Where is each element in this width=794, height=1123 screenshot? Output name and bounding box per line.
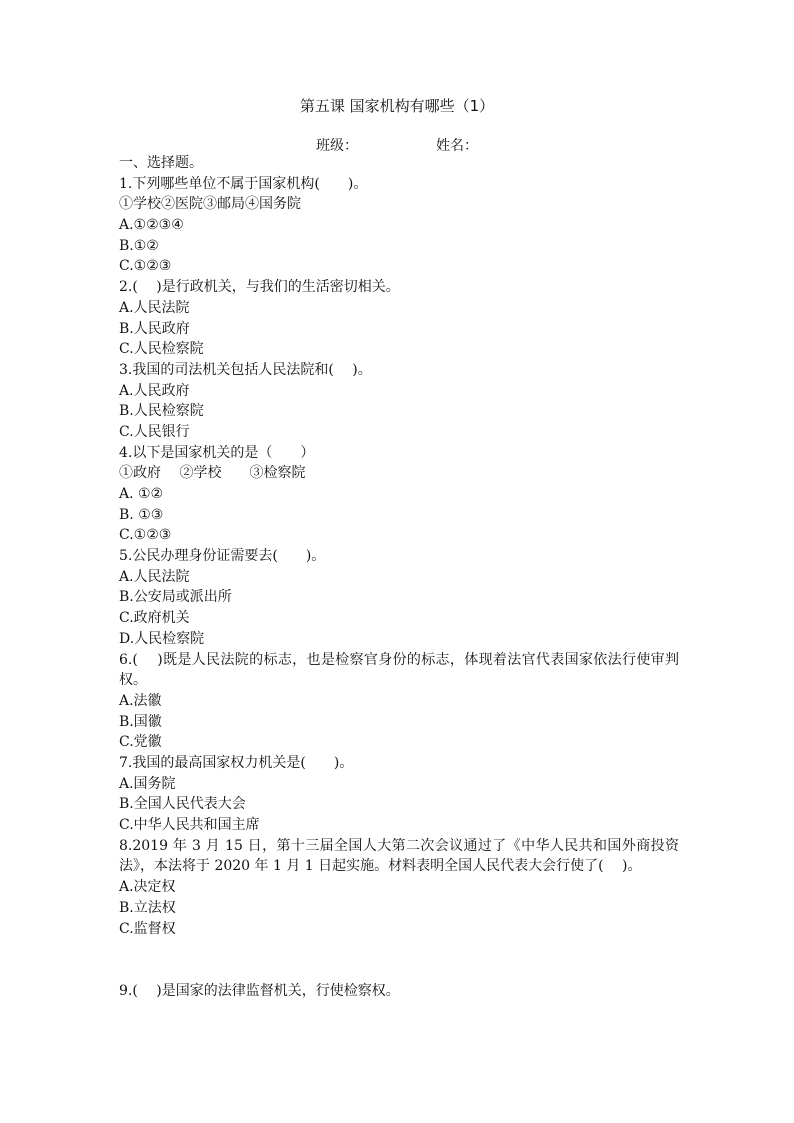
student-info <box>316 135 478 155</box>
question-2-option-a: A.人民法院 <box>119 299 190 316</box>
question-7-stem: 7.我国的最高国家权力机关是( )。 <box>119 754 354 771</box>
question-3-option-b: B.人民检察院 <box>119 403 204 420</box>
question-6-option-a: A.法徽 <box>119 692 162 709</box>
question-4-stem: 4.以下是国家机关的是（ ） <box>119 444 315 461</box>
question-8-stem: 8.2019 年 3 月 15 日，第十三届全国人大第二次会议通过了《中华人民共和国外商投资法》，本法将于 2020 年 1 月 1 日起实施。材料表明全国人民代表大会行使了( )。 <box>119 837 679 875</box>
question-2-option-b: B.人民政府 <box>119 320 190 337</box>
question-5-stem: 5.公民办理身份证需要去( )。 <box>119 548 326 565</box>
question-6-option-b: B.国徽 <box>119 713 162 730</box>
question-6-option-c: C.党徽 <box>119 734 162 751</box>
question-1-stem: 1.下列哪些单位不属于国家机构( )。 <box>119 175 368 192</box>
question-3-option-a: A.人民政府 <box>119 382 190 399</box>
page-title: 第五课 国家机构有哪些（1） <box>299 97 495 115</box>
question-1-option-b: B.①② <box>119 237 159 254</box>
class-label: 班级： <box>316 138 358 154</box>
question-8-option-b: B.立法权 <box>119 899 176 916</box>
question-4-option-a: A. ①② <box>119 486 164 502</box>
question-list <box>119 153 679 1002</box>
question-7-option-a: A.国务院 <box>119 775 176 792</box>
question-4-option-c: C.①②③ <box>119 527 172 544</box>
question-1-option-c: C.①②③ <box>119 258 172 275</box>
question-5-option-b: B.公安局或派出所 <box>119 589 232 606</box>
question-9-stem: 9.( )是国家的法律监督机关，行使检察权。 <box>119 983 400 1000</box>
question-5-option-d: D.人民检察院 <box>119 630 205 647</box>
section-heading: 一、选择题。 <box>119 155 203 171</box>
question-4-note: ①政府 ②学校 ③检察院 <box>119 465 306 482</box>
question-2-stem: 2.( )是行政机关，与我们的生活密切相关。 <box>119 279 400 296</box>
question-5-option-a: A.人民法院 <box>119 568 190 585</box>
question-8-option-c: C.监督权 <box>119 920 176 937</box>
question-4-option-b: B. ①③ <box>119 506 164 523</box>
question-3-stem: 3.我国的司法机关包括人民法院和( )。 <box>119 361 372 378</box>
name-label: 姓名： <box>436 138 478 154</box>
question-8-option-a: A.决定权 <box>119 879 176 896</box>
spacer <box>119 939 679 981</box>
question-5-option-c: C.政府机关 <box>119 610 190 627</box>
question-2-option-c: C.人民检察院 <box>119 341 204 358</box>
question-1-note: ①学校②医院③邮局④国务院 <box>119 196 301 213</box>
question-6-stem: 6.( )既是人民法院的标志，也是检察官身份的标志，体现着法官代表国家依法行使审判权。 <box>119 651 679 689</box>
question-7-option-c: C.中华人民共和国主席 <box>119 817 260 834</box>
question-7-option-b: B.全国人民代表大会 <box>119 796 246 813</box>
question-3-option-c: C.人民银行 <box>119 423 190 440</box>
question-1-option-a: A.①②③④ <box>119 217 184 234</box>
